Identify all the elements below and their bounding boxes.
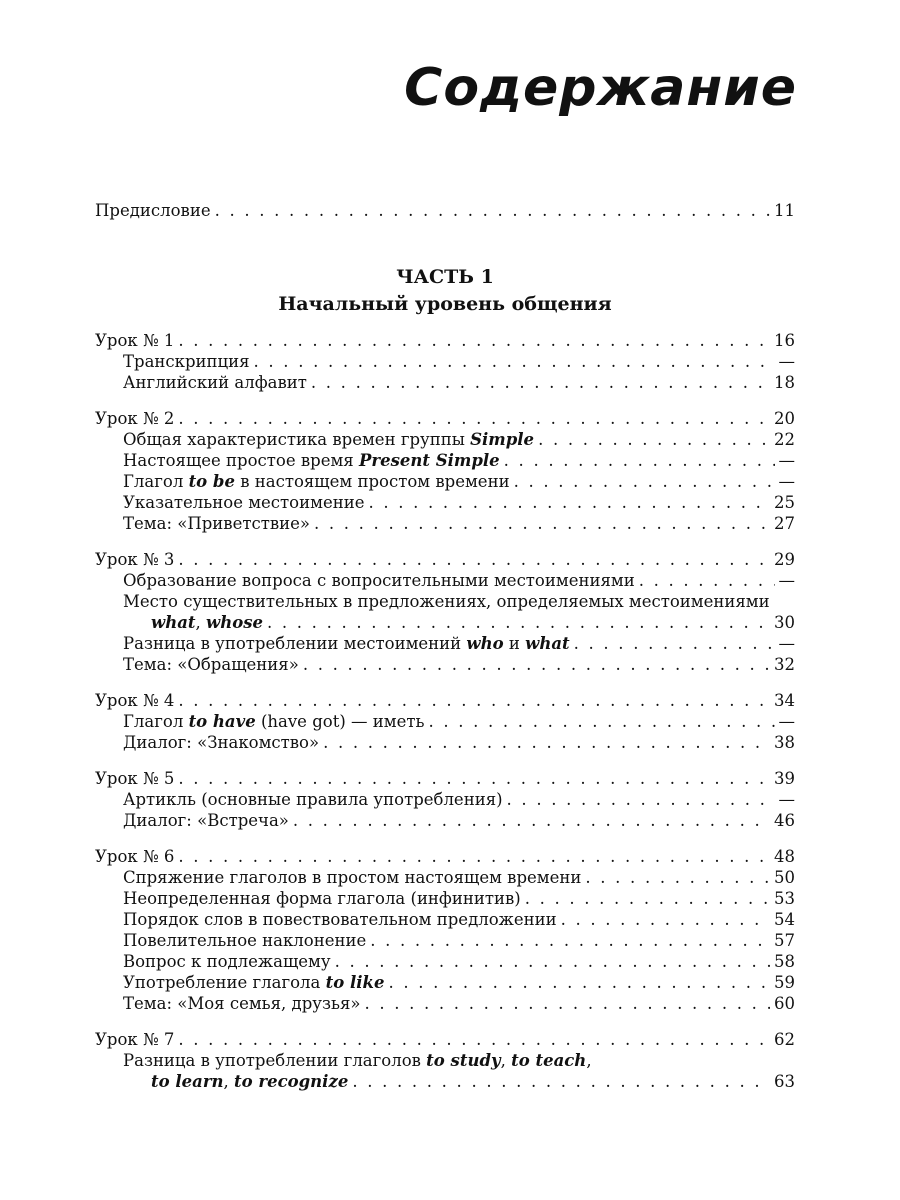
leader-dots <box>215 200 770 222</box>
toc-entry-label: Указательное местоимение <box>123 493 365 512</box>
toc-page-number: 39 <box>774 769 795 788</box>
toc-entry-label: Глагол to have (have got) — иметь <box>123 712 425 731</box>
toc-entry-label: Урок № 4 <box>95 691 175 710</box>
leader-dots <box>368 492 770 514</box>
leader-dots <box>525 888 770 910</box>
toc-entry-label: Английский алфавит <box>123 373 307 392</box>
leader-dots <box>561 909 770 931</box>
toc-entry-label: Спряжение глаголов в простом настоящем времени <box>123 868 582 887</box>
page-title: Содержание <box>404 58 797 118</box>
toc-page-number: 63 <box>774 1072 795 1091</box>
toc-entry-topic <box>123 732 795 754</box>
toc-page-number: 30 <box>774 613 795 632</box>
toc-entry-topic <box>123 492 795 514</box>
toc-entry-label: Вопрос к подлежащему <box>123 952 331 971</box>
toc-entry-label: Урок № 2 <box>95 409 175 428</box>
toc-entry-topic <box>123 429 795 451</box>
toc-entry-topic <box>123 633 795 655</box>
leader-dots <box>364 993 770 1015</box>
toc-entry-topic <box>123 570 795 592</box>
toc-page-number: — <box>778 352 795 371</box>
toc-page-number: 48 <box>774 847 795 866</box>
toc-entry-label: Глагол to be в настоящем простом времени <box>123 472 510 491</box>
toc-page-number: 11 <box>774 201 795 220</box>
toc-entry-lesson <box>95 1029 795 1051</box>
leader-dots <box>585 867 770 889</box>
leader-dots <box>352 1071 770 1093</box>
toc-entry-topic <box>123 909 795 931</box>
toc-page-number: 62 <box>774 1030 795 1049</box>
toc-page-number: 58 <box>774 952 795 971</box>
leader-dots <box>388 972 770 994</box>
toc-entry-topic <box>123 654 795 676</box>
leader-dots <box>178 330 770 352</box>
toc-entry-label: Диалог: «Встреча» <box>123 811 289 830</box>
toc-entry-label: to learn, to recognize <box>151 1072 349 1091</box>
toc-page-number: 18 <box>774 373 795 392</box>
toc-entry-label: Общая характеристика времен группы Simple <box>123 430 535 449</box>
toc-entry-label: Неопределенная форма глагола (инфинитив) <box>123 889 521 908</box>
toc-entry-label: Разница в употреблении глаголов to study, to teach, <box>123 1051 592 1070</box>
toc-entry-topic <box>123 810 795 832</box>
leader-dots <box>178 690 770 712</box>
toc-entry-topic <box>123 789 795 811</box>
toc-page-number: — <box>778 571 795 590</box>
leader-dots <box>178 408 770 430</box>
leader-dots <box>178 1029 770 1051</box>
toc-entry-label: Тема: «Обращения» <box>123 655 299 674</box>
toc-entry-lesson <box>95 690 795 712</box>
toc-entry-topic <box>123 1050 795 1072</box>
toc-page-number: 29 <box>774 550 795 569</box>
toc-page-number: 32 <box>774 655 795 674</box>
toc-entry-label: Предисловие <box>95 201 211 220</box>
toc-entry-topic <box>123 972 795 994</box>
toc-page-number: 16 <box>774 331 795 350</box>
toc-entry-label: Тема: «Приветствие» <box>123 514 310 533</box>
toc-entry-topic <box>123 993 795 1015</box>
toc-page-number: 25 <box>774 493 795 512</box>
toc-page-number: 54 <box>774 910 795 929</box>
toc-entry-label: Урок № 1 <box>95 331 175 350</box>
toc-entry-preface <box>95 200 795 222</box>
toc-entry-label: Урок № 6 <box>95 847 175 866</box>
toc-entry-topic <box>123 372 795 394</box>
leader-dots <box>303 654 770 676</box>
leader-dots <box>370 930 770 952</box>
toc-entry-label: Транскрипция <box>123 352 250 371</box>
toc-entry-label: Порядок слов в повествовательном предложении <box>123 910 557 929</box>
toc-entry-topic-continuation <box>151 612 795 634</box>
toc-entry-lesson <box>95 408 795 430</box>
toc-page-number: 60 <box>774 994 795 1013</box>
toc-entry-label: what, whose <box>151 613 264 632</box>
toc-entry-label: Диалог: «Знакомство» <box>123 733 320 752</box>
toc-page-number: 20 <box>774 409 795 428</box>
toc-page-number: — <box>778 472 795 491</box>
toc-entry-topic-continuation <box>151 1071 795 1093</box>
leader-dots <box>178 549 770 571</box>
toc-entry-label: Разница в употреблении местоимений who и what <box>123 634 570 653</box>
toc-entry-topic <box>123 867 795 889</box>
leader-dots <box>293 810 770 832</box>
leader-dots <box>335 951 770 973</box>
toc-page-number: 53 <box>774 889 795 908</box>
toc-entry-label: Настоящее простое время Present Simple <box>123 451 500 470</box>
toc-page-number: 59 <box>774 973 795 992</box>
toc-page-number: 38 <box>774 733 795 752</box>
toc-entry-topic <box>123 951 795 973</box>
toc-entry-lesson <box>95 549 795 571</box>
leader-dots <box>507 789 775 811</box>
toc-page-number: 34 <box>774 691 795 710</box>
toc-page-number: 50 <box>774 868 795 887</box>
toc-entry-label: Урок № 3 <box>95 550 175 569</box>
leader-dots <box>254 351 775 373</box>
toc-entry-lesson <box>95 846 795 868</box>
toc-entry-topic <box>123 591 795 613</box>
toc-page-number: 46 <box>774 811 795 830</box>
toc-entry-label: Образование вопроса с вопросительными местоимениями <box>123 571 635 590</box>
toc-entry-topic <box>123 471 795 493</box>
leader-dots <box>314 513 770 535</box>
toc-entry-topic <box>123 930 795 952</box>
toc-entry-topic <box>123 513 795 535</box>
leader-dots <box>574 633 775 655</box>
leader-dots <box>178 846 770 868</box>
leader-dots <box>639 570 775 592</box>
toc-entry-lesson <box>95 330 795 352</box>
toc-entry-label: Тема: «Моя семья, друзья» <box>123 994 361 1013</box>
toc-page-number: 27 <box>774 514 795 533</box>
toc-entry-label: Место существительных в предложениях, определяемых местоимениями <box>123 592 770 611</box>
leader-dots <box>267 612 770 634</box>
leader-dots <box>323 732 770 754</box>
toc-page-number: — <box>778 451 795 470</box>
toc-page-number: 22 <box>774 430 795 449</box>
leader-dots <box>538 429 770 451</box>
toc-entry-label: Употребление глагола to like <box>123 973 385 992</box>
part-number: ЧАСТЬ 1 <box>396 266 494 288</box>
part-name: Начальный уровень общения <box>278 293 612 315</box>
toc-entry-topic <box>123 888 795 910</box>
toc-page-number: — <box>778 634 795 653</box>
toc-page-number: — <box>778 712 795 731</box>
toc-entry-label: Повелительное наклонение <box>123 931 367 950</box>
toc-entry-label: Артикль (основные правила употребления) <box>123 790 503 809</box>
leader-dots <box>428 711 774 733</box>
toc-entry-topic <box>123 450 795 472</box>
toc-page-number: 57 <box>774 931 795 950</box>
toc-page-number: — <box>778 790 795 809</box>
toc-entry-label: Урок № 7 <box>95 1030 175 1049</box>
toc-entry-label: Урок № 5 <box>95 769 175 788</box>
toc-entry-topic <box>123 711 795 733</box>
leader-dots <box>514 471 775 493</box>
leader-dots <box>178 768 770 790</box>
leader-dots <box>504 450 775 472</box>
toc-entry-topic <box>123 351 795 373</box>
toc-entry-lesson <box>95 768 795 790</box>
leader-dots <box>311 372 770 394</box>
